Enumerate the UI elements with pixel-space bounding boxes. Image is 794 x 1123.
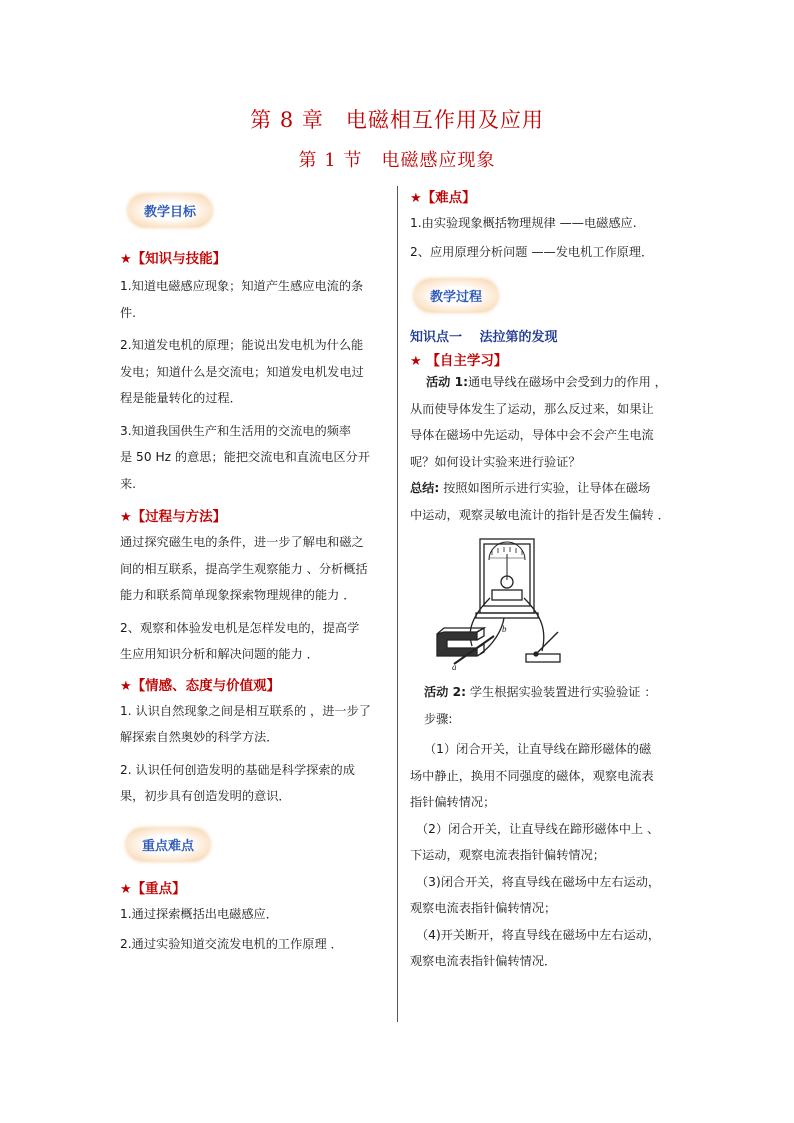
right-column [410, 186, 682, 975]
text-line: 导体在磁场中先运动，导体中会不会产生电流 [410, 428, 654, 442]
process-methods-header: ★【过程与方法】 [120, 509, 227, 525]
text-line: 2、应用原理分析问题 ——发电机工作原理． [410, 244, 654, 259]
emotion-values-header: ★【情感、态度与价值观】 [120, 677, 281, 694]
text-line: 果，初步具有创造发明的意识． [120, 789, 291, 803]
text-line: 能力和联系简单现象探索物理规律的能力 ． [120, 588, 356, 602]
key-points-header: ★【重点】 [120, 880, 186, 897]
text-line: （2）闭合开关，让直导线在蹄形磁体中上 、 [416, 821, 660, 836]
section-title: 第 1 节 电磁感应现象 [298, 150, 496, 171]
star-icon: ★ [120, 881, 132, 897]
text-line: 观察电流表指针偏转情况； [410, 901, 557, 915]
text-line: 学生根据实验装置进行实验验证 ： [465, 685, 657, 699]
text-line: （1）闭合开关，让直导线在蹄形磁体的磁 [424, 742, 652, 756]
text-line: 1.通过探索概括出电磁感应． [120, 906, 278, 921]
knowledge-point-title: 知识点一 法拉第的发现 [410, 330, 558, 345]
badge-teaching-goals: 教学目标 [128, 194, 212, 227]
text-line: 观察电流表指针偏转情况． [410, 954, 557, 968]
text-line: 2、观察和体验发电机是怎样发电的，提高学 [120, 620, 360, 635]
self-study-header: ★ 【自主学习】 [410, 353, 508, 369]
key-points-body [120, 901, 384, 958]
activity-1 [410, 369, 682, 475]
label-a: a [452, 662, 457, 671]
galvanometer [476, 539, 538, 618]
text-line: 下运动，观察电流表指针偏转情况； [410, 848, 605, 862]
knowledge-skills-body [120, 273, 384, 497]
star-icon: ★ [120, 678, 132, 694]
text-line: 3.知道我国供生产和生活用的交流电的频率 [120, 423, 352, 438]
horseshoe-magnet [437, 628, 484, 656]
text-line: 是 50 Hz 的意思；能把交流电和直流电区分开 [120, 450, 370, 464]
summary-label: 总结: [410, 481, 440, 495]
text-line: 1.知道电磁感应现象；知道产生感应电流的条 [120, 279, 364, 293]
text-line: 程是能量转化的过程． [120, 391, 242, 405]
text-line: （3)闭合开关，将直导线在磁场中左右运动， [416, 874, 661, 889]
badge-teaching-process: 教学过程 [414, 279, 498, 312]
label-b: b [502, 624, 507, 634]
text-line: 发电；知道什么是交流电；知道发电机发电过 [120, 364, 364, 379]
star-icon: ★ [410, 191, 422, 206]
text-line: 呢？如何设计实验来进行验证？ [410, 454, 581, 469]
star-icon: ★ [120, 510, 132, 525]
text-line: 件. [120, 305, 137, 320]
summary [410, 475, 682, 528]
star-icon: ★ [410, 354, 422, 369]
difficulty-body [410, 210, 682, 265]
text-line: 1. 认识自然现象之间是相互联系的 ，进一步了 [120, 703, 371, 718]
left-column [120, 186, 384, 958]
text-line: 解探索自然奥妙的科学方法． [120, 730, 279, 744]
text-line: 指针偏转情况； [410, 795, 496, 809]
text-line: 场中静止，换用不同强度的磁体，观察电流表 [410, 768, 654, 783]
steps-list [410, 736, 682, 975]
text-line: 通电导线在磁场中会受到力的作用 ， [467, 375, 667, 389]
steps-label: 步骤: [424, 711, 453, 726]
text-line: 2.通过实验知道交流发电机的工作原理 ． [120, 937, 343, 951]
process-methods-body [120, 529, 384, 668]
emotion-values-body [120, 698, 384, 810]
text-line: 2.知道发电机的原理；能说出发电机为什么能 [120, 338, 364, 352]
text-line: 来. [120, 476, 137, 491]
text-line: 间的相互联系，提高学生观察能力 、分析概括 [120, 561, 368, 576]
activity-1-label: 活动 1: [426, 375, 468, 389]
activity-2 [410, 679, 682, 732]
column-divider [397, 186, 398, 1022]
text-line: 2. 认识任何创造发明的基础是科学探索的成 [120, 762, 355, 777]
chapter-title: 第 8 章 电磁相互作用及应用 [250, 108, 544, 132]
text-line: 生应用知识分析和解决问题的能力 ． [120, 647, 319, 661]
difficulty-header: ★【难点】 [410, 190, 476, 206]
switch [526, 632, 560, 662]
activity-2-label: 活动 2: [424, 685, 466, 699]
text-line: 按照如图所示进行实验，让导体在磁场 [439, 481, 651, 495]
badge-key-difficult: 重点难点 [126, 828, 210, 861]
knowledge-skills-header: ★【知识与技能】 [120, 251, 227, 267]
star-icon: ★ [120, 252, 132, 267]
text-line: （4)开关断开，将直导线在磁场中左右运动， [416, 927, 661, 942]
text-line: 通过探究磁生电的条件，进一步了解电和磁之 [120, 535, 364, 549]
experiment-diagram [432, 536, 572, 671]
text-line: 从而使导体发生了运动，那么反过来，如果让 [410, 401, 654, 416]
text-line: 1.由实验现象概括物理规律 ——电磁感应. [410, 216, 637, 230]
text-line: 中运动，观察灵敏电流计的指针是否发生偏转 ． [410, 507, 670, 522]
